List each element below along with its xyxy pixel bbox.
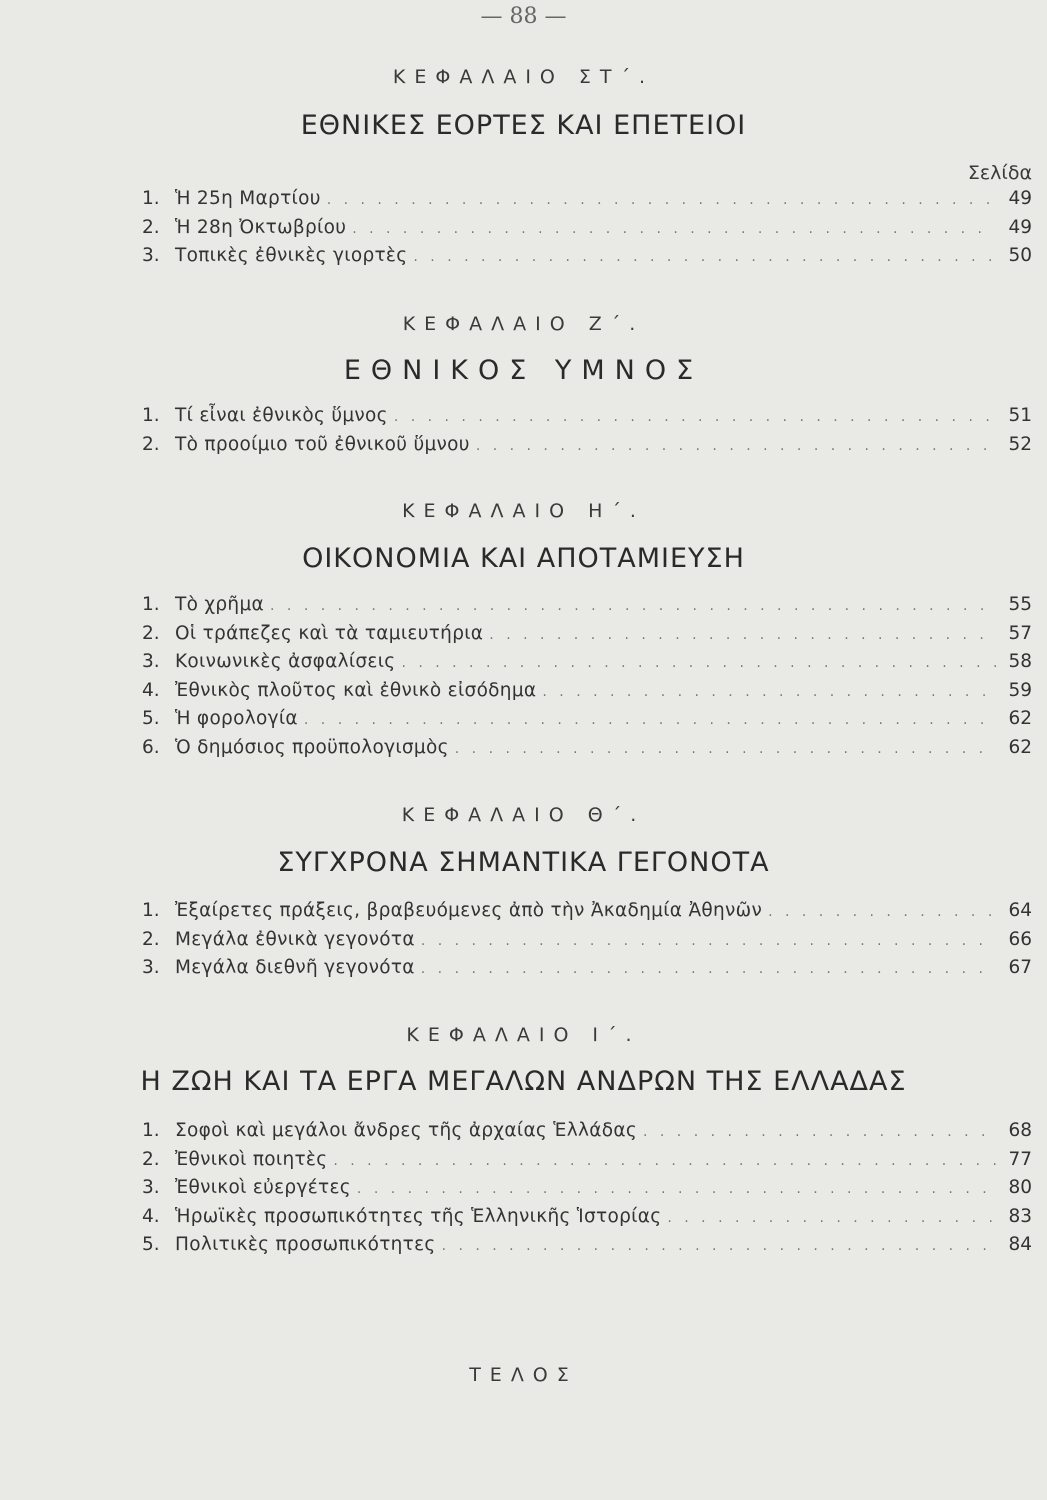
toc-entry[interactable]: [142, 737, 1032, 766]
toc-entry[interactable]: [142, 1206, 1032, 1235]
toc-entry-number: 1.: [142, 900, 160, 921]
dot-leader: [352, 221, 996, 237]
chapter-7-title: ΕΘΝΙΚΟΣ ΥΜΝΟΣ: [343, 355, 704, 386]
toc-entry-title: Ἡ φορολογία: [175, 708, 298, 729]
chapter-10-title: Η ΖΩΗ ΚΑΙ ΤΑ ΕΡΓΑ ΜΕΓΑΛΩΝ ΑΝΔΡΩΝ ΤΗΣ ΕΛΛΑΔΑΣ: [140, 1066, 907, 1097]
dot-leader: [401, 655, 996, 671]
toc-entry-title: Ἐθνικὸς πλοῦτος καὶ ἐθνικὸ εἰσόδημα: [175, 679, 537, 701]
dot-leader: [489, 627, 996, 643]
toc-entry-title: Κοινωνικὲς ἀσφαλίσεις: [175, 651, 396, 672]
dot-leader: [333, 1153, 996, 1169]
toc-entry-number: 2.: [142, 622, 160, 644]
toc-entry-title: Οἱ τράπεζες καὶ τὰ ταμιευτήρια: [175, 622, 484, 644]
toc-entry[interactable]: [142, 957, 1032, 986]
toc-entry-page: 50: [1008, 245, 1032, 266]
toc-entry-title: Ἐξαίρετες πράξεις, βραβευόμενες ἀπὸ τὴν Ἀκαδημία Ἀθηνῶν: [175, 900, 763, 921]
toc-entry-title: Τί εἶναι ἐθνικὸς ὕμνος: [175, 405, 388, 426]
chapter-8-toc-list: [142, 594, 1032, 765]
chapter-7-toc-list: [142, 405, 1032, 462]
chapter-6-toc-list: [142, 188, 1032, 274]
toc-entry-number: 2.: [142, 216, 160, 238]
dot-leader: [476, 438, 996, 454]
dot-leader: [357, 1181, 996, 1197]
toc-entry-page: 67: [1008, 957, 1032, 978]
toc-entry-number: 4.: [142, 679, 160, 701]
toc-entry-number: 1.: [142, 1120, 160, 1141]
toc-entry-number: 1.: [142, 405, 160, 426]
chapter-10-toc-list: [142, 1120, 1032, 1263]
chapter-9-label: ΚΕΦΑΛΑΙΟ Θ΄.: [401, 804, 646, 826]
toc-entry-number: 3.: [142, 957, 160, 978]
toc-entry[interactable]: [142, 623, 1032, 652]
dot-leader: [542, 684, 996, 700]
toc-entry-page: 55: [1008, 594, 1032, 615]
toc-entry-number: 1.: [142, 188, 160, 209]
dot-leader: [643, 1124, 996, 1140]
toc-entry[interactable]: [142, 1120, 1032, 1149]
dot-leader: [421, 933, 996, 949]
toc-entry-page: 66: [1008, 928, 1032, 950]
toc-entry-page: 84: [1008, 1234, 1032, 1255]
toc-entry-title: Ἐθνικοὶ εὐεργέτες: [175, 1177, 351, 1198]
toc-entry-page: 58: [1008, 651, 1032, 672]
toc-entry[interactable]: [142, 594, 1032, 623]
chapter-6-label: ΚΕΦΑΛΑΙΟ ΣΤ΄.: [392, 66, 655, 88]
toc-entry-title: Σοφοὶ καὶ μεγάλοι ἄνδρες τῆς ἀρχαίας Ἑλλάδας: [175, 1120, 637, 1141]
toc-entry-title: Πολιτικὲς προσωπικότητες: [175, 1234, 436, 1255]
dot-leader: [327, 192, 996, 208]
toc-entry-number: 2.: [142, 1148, 160, 1170]
toc-entry-title: Τὸ προοίμιο τοῦ ἐθνικοῦ ὕμνου: [175, 433, 470, 455]
toc-entry-title: Τοπικὲς ἐθνικὲς γιορτὲς: [175, 245, 408, 266]
toc-entry-page: 49: [1008, 216, 1032, 238]
toc-entry-page: 59: [1008, 679, 1032, 701]
toc-entry-number: 3.: [142, 1177, 160, 1198]
toc-entry-title: Ἡρωϊκὲς προσωπικότητες τῆς Ἑλληνικῆς Ἱστορίας: [175, 1205, 662, 1227]
toc-entry-number: 3.: [142, 245, 160, 266]
toc-entry-number: 1.: [142, 594, 160, 615]
page-number: — 88 —: [480, 4, 567, 29]
toc-entry[interactable]: [142, 217, 1032, 246]
chapter-8-label: ΚΕΦΑΛΑΙΟ Η΄.: [402, 500, 645, 522]
toc-entry-title: Μεγάλα διεθνῆ γεγονότα: [175, 957, 415, 978]
toc-entry-title: Ἐθνικοὶ ποιητὲς: [175, 1148, 328, 1170]
toc-entry-number: 2.: [142, 433, 160, 455]
dot-leader: [455, 741, 996, 757]
toc-entry[interactable]: [142, 651, 1032, 680]
toc-entry-page: 57: [1008, 622, 1032, 644]
dot-leader: [442, 1238, 996, 1254]
toc-entry-page: 83: [1008, 1205, 1032, 1227]
toc-entry[interactable]: [142, 708, 1032, 737]
chapter-7-label: ΚΕΦΑΛΑΙΟ Ζ΄.: [402, 313, 645, 335]
chapter-8-title: ΟΙΚΟΝΟΜΙΑ ΚΑΙ ΑΠΟΤΑΜΙΕΥΣΗ: [302, 543, 745, 574]
toc-entry[interactable]: [142, 188, 1032, 217]
toc-entry-title: Μεγάλα ἐθνικὰ γεγονότα: [175, 928, 415, 950]
dot-leader: [304, 712, 996, 728]
chapter-10-label: ΚΕΦΑΛΑΙΟ Ι΄.: [406, 1024, 641, 1046]
toc-entry-number: 4.: [142, 1205, 160, 1227]
chapter-6-title: ΕΘΝΙΚΕΣ ΕΟΡΤΕΣ ΚΑΙ ΕΠΕΤΕΙΟΙ: [300, 110, 747, 141]
dot-leader: [394, 409, 996, 425]
toc-entry-number: 6.: [142, 736, 160, 758]
toc-entry[interactable]: [142, 1177, 1032, 1206]
toc-entry-page: 62: [1008, 736, 1032, 758]
page-column-header: Σελίδα: [967, 162, 1032, 184]
toc-entry[interactable]: [142, 245, 1032, 274]
toc-entry-page: 52: [1008, 433, 1032, 455]
toc-entry-page: 68: [1008, 1120, 1032, 1141]
toc-entry-number: 5.: [142, 1234, 160, 1255]
toc-entry-number: 5.: [142, 708, 160, 729]
toc-entry[interactable]: [142, 1234, 1032, 1263]
dot-leader: [667, 1210, 996, 1226]
toc-entry[interactable]: [142, 434, 1032, 463]
dot-leader: [270, 598, 996, 614]
toc-entry-page: 77: [1008, 1148, 1032, 1170]
toc-entry-page: 49: [1008, 188, 1032, 209]
toc-entry-number: 3.: [142, 651, 160, 672]
toc-entry-page: 51: [1008, 405, 1032, 426]
toc-entry[interactable]: [142, 405, 1032, 434]
chapter-9-toc-list: [142, 900, 1032, 986]
toc-entry-title: Ὁ δημόσιος προϋπολογισμὸς: [175, 736, 449, 758]
toc-entry-number: 2.: [142, 928, 160, 950]
toc-entry[interactable]: [142, 680, 1032, 709]
toc-entry[interactable]: [142, 1149, 1032, 1178]
toc-entry-title: Ἡ 28η Ὀκτωβρίου: [175, 216, 347, 238]
toc-entry[interactable]: [142, 929, 1032, 958]
end-mark: ΤΕΛΟΣ: [469, 1364, 578, 1386]
chapter-9-title: ΣΥΓΧΡΟΝΑ ΣΗΜΑΝΤΙΚΑ ΓΕΓΟΝΟΤΑ: [277, 847, 770, 878]
dot-leader: [421, 961, 996, 977]
dot-leader: [768, 904, 996, 920]
toc-entry[interactable]: [142, 900, 1032, 929]
toc-entry-page: 80: [1008, 1177, 1032, 1198]
toc-entry-page: 62: [1008, 708, 1032, 729]
toc-entry-title: Ἡ 25η Μαρτίου: [175, 188, 321, 209]
dot-leader: [413, 249, 996, 265]
toc-entry-page: 64: [1008, 900, 1032, 921]
toc-entry-title: Τὸ χρῆμα: [175, 594, 265, 615]
